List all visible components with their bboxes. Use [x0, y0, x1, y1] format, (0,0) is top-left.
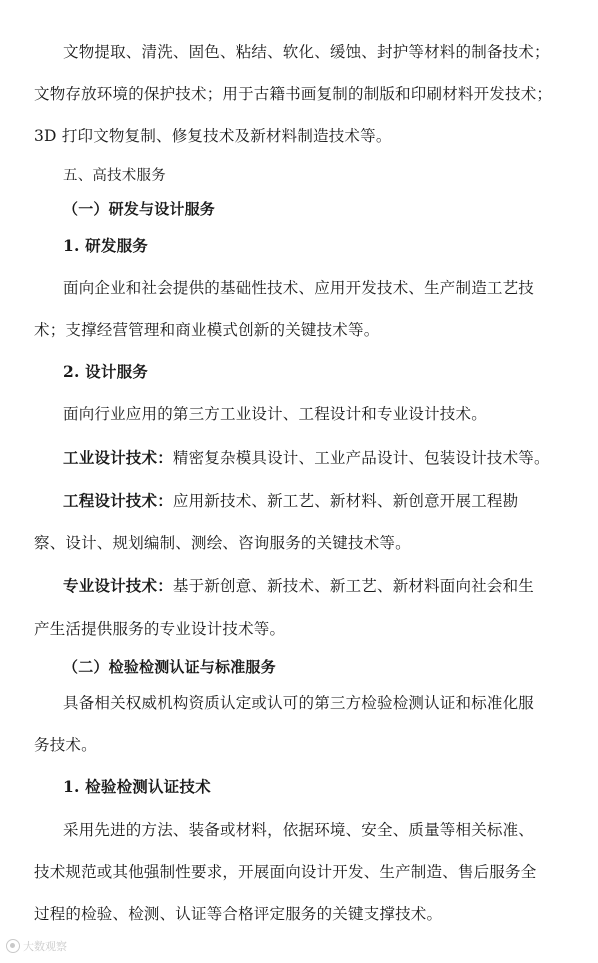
paragraph-line: 务技术。: [34, 736, 97, 754]
paragraph-line: 产生活提供服务的专业设计技术等。: [34, 620, 286, 638]
paragraph-line: 面向行业应用的第三方工业设计、工程设计和专业设计技术。: [63, 405, 487, 423]
subsection-heading: （一）研发与设计服务: [63, 200, 216, 218]
term-text: 基于新创意、新技术、新工艺、新材料面向社会和生: [172, 577, 535, 595]
term-label: 工业设计技术：: [63, 448, 173, 467]
professional-design-line: [63, 576, 534, 596]
item-heading: 1. 检验检测认证技术: [63, 777, 211, 796]
paragraph-line: 察、设计、规划编制、测绘、咨询服务的关键技术等。: [34, 534, 411, 552]
subsection-heading: （二）检验检测认证与标准服务: [63, 658, 276, 676]
paragraph-line: 具备相关权威机构资质认定或认可的第三方检验检测认证和标准化服: [63, 694, 535, 712]
paragraph-line: 3D 打印文物复制、修复技术及新材料制造技术等。: [34, 127, 392, 145]
term-text: 精密复杂模具设计、工业产品设计、包装设计技术等。: [172, 449, 550, 467]
engineering-design-line: [63, 491, 518, 511]
term-label: 专业设计技术：: [63, 576, 173, 595]
weibo-icon: [6, 939, 20, 953]
paragraph-line: 文物存放环境的保护技术；用于古籍书画复制的制版和印刷材料开发技术；: [34, 85, 553, 103]
section-heading: 五、高技术服务: [63, 168, 166, 184]
item-heading: 1. 研发服务: [63, 236, 148, 255]
watermark-text: 大数观察: [23, 940, 67, 953]
paragraph-line: 技术规范或其他强制性要求，开展面向设计开发、生产制造、售后服务全: [34, 863, 537, 881]
term-label: 工程设计技术：: [63, 491, 173, 510]
paragraph-line: 过程的检验、检测、认证等合格评定服务的关键支撑技术。: [34, 905, 443, 923]
paragraph-line: 文物提取、清洗、固色、粘结、软化、缓蚀、封护等材料的制备技术；: [63, 43, 550, 61]
paragraph-line: 采用先进的方法、装备或材料，依据环境、安全、质量等相关标准、: [63, 821, 535, 839]
term-text: 应用新技术、新工艺、新材料、新创意开展工程勘: [172, 492, 519, 510]
paragraph-line: 术；支撑经营管理和商业模式创新的关键技术等。: [34, 321, 380, 339]
industrial-design-line: [63, 448, 550, 468]
paragraph-line: 面向企业和社会提供的基础性技术、应用开发技术、生产制造工艺技: [63, 279, 535, 297]
watermark: [6, 938, 67, 954]
item-heading: 2. 设计服务: [63, 362, 148, 381]
